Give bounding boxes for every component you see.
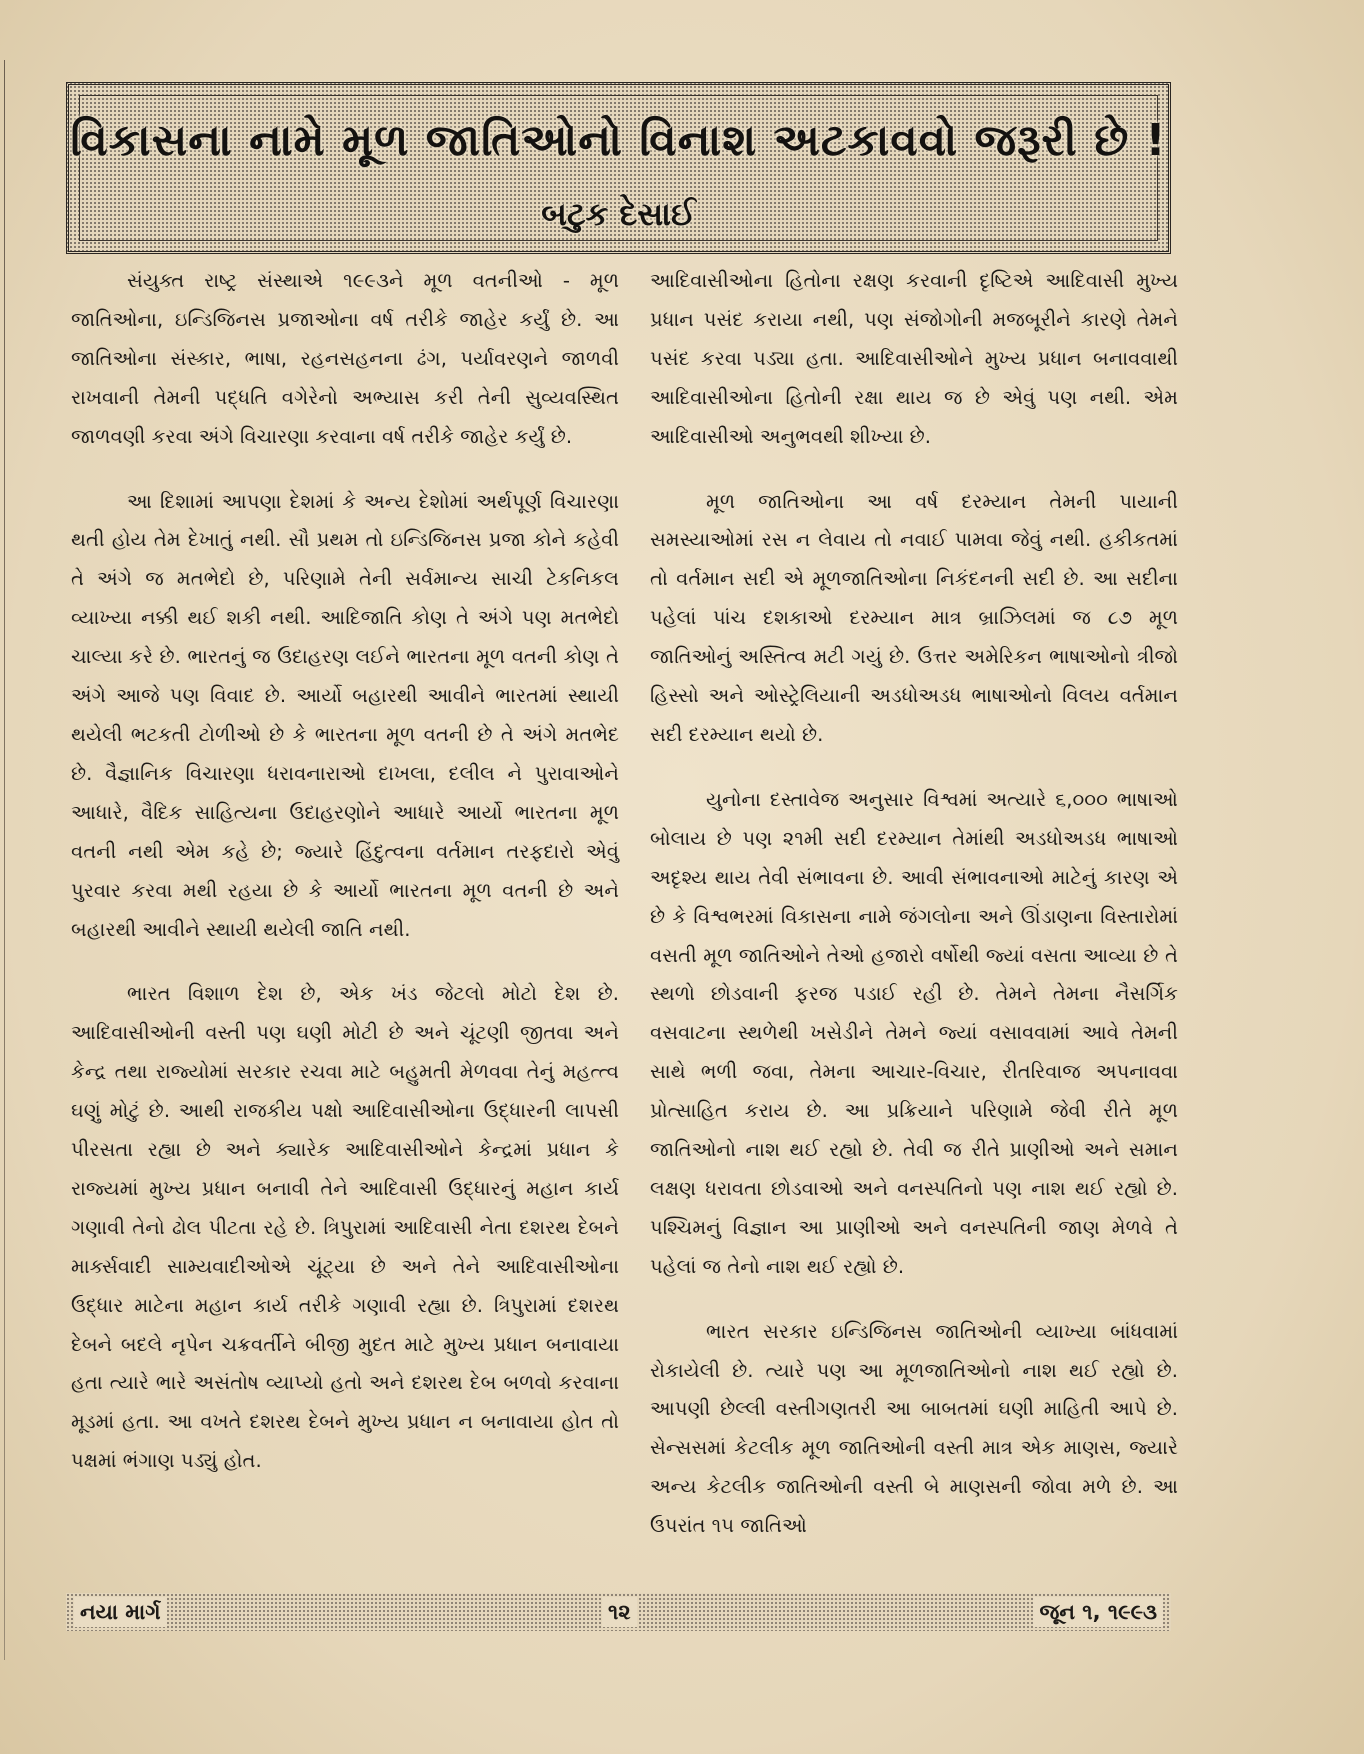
page-edge-line [4, 60, 5, 1660]
left-column [71, 262, 619, 1507]
paragraph: ભારત વિશાળ દેશ છે, એક ખંડ જેટલો મોટો દેશ છે. આદિવાસીઓની વસ્તી પણ ઘણી મોટી છે અને ચૂંટણી જીતવા અને કેન્દ્ર તથા રાજ્યોમાં સરકાર રચવા માટે બહુમતી મેળવવા તેનું મહત્ત્વ ઘણું મોટું છે. આથી રાજકીય પક્ષો આદિવાસીઓના ઉદ્ધારની લાપસી પીરસતા રહ્યા છે અને ક્યારેક આદિવાસીઓને કેન્દ્રમાં પ્રધાન કે રાજ્યમાં મુખ્ય પ્રધાન બનાવી તેને આદિવાસી ઉદ્ધારનું મહાન કાર્ય ગણાવી તેનો ઢોલ પીટતા રહે છે. ત્રિપુરામાં આદિવાસી નેતા દશરથ દેબને માર્ક્સવાદી સામ્યવાદીઓએ ચૂંટ્યા છે અને તેને આદિવાસીઓના ઉદ્ધાર માટેના મહાન કાર્ય તરીકે ગણાવી રહ્યા છે. ત્રિપુરામાં દશરથ દેબને બદલે નૃપેન ચક્રવર્તીને બીજી મુદત માટે મુખ્ય પ્રધાન બનાવાયા હતા ત્યારે ભારે અસંતોષ વ્યાપ્યો હતો અને દશરથ દેબ બળવો કરવાના મૂડમાં હતા. આ વખતે દશરથ દેબને મુખ્ય પ્રધાન ન બનાવાયા હોત તો પક્ષમાં ભંગાણ પડ્યું હોત. [71, 982, 619, 1473]
paragraph: યુનોના દસ્તાવેજ અનુસાર વિશ્વમાં અત્યારે ૬,૦૦૦ ભાષાઓ બોલાય છે પણ ૨૧મી સદી દરમ્યાન તેમાંથી અડધોઅડધ ભાષાઓ અદૃશ્ય થાય તેવી સંભાવના છે. આવી સંભાવનાઓ માટેનું કારણ એ છે કે વિશ્વભરમાં વિકાસના નામે જંગલોના અને ઊંડાણના વિસ્તારોમાં વસતી મૂળ જાતિઓને તેઓ હજારો વર્ષોથી જ્યાં વસતા આવ્યા છે તે સ્થળો છોડવાની ફરજ પડાઈ રહી છે. તેમને તેમના નૈસર્ગિક વસવાટના સ્થળેથી ખસેડીને તેમને જ્યાં વસાવવામાં આવે તેમની સાથે ભળી જવા, તેમના આચાર-વિચાર, રીતરિવાજ અપનાવવા પ્રોત્સાહિત કરાય છે. આ પ્રક્રિયાને પરિણામે જેવી રીતે મૂળ જાતિઓનો નાશ થઈ રહ્યો છે. તેવી જ રીતે પ્રાણીઓ અને સમાન લક્ષણ ધરાવતા છોડવાઓ અને વનસ્પતિનો પણ નાશ થઈ રહ્યો છે. પશ્ચિમનું વિજ્ઞાન આ પ્રાણીઓ અને વનસ્પતિની જાણ મેળવે તે પહેલાં જ તેનો નાશ થઈ રહ્યો છે. [650, 787, 1178, 1278]
footer-date: જૂન ૧, ૧૯૯૩ [1033, 1597, 1163, 1627]
article-author: બટુક દેસાઈ [541, 195, 696, 233]
paragraph: ભારત સરકાર ઇન્ડિજિનસ જાતિઓની વ્યાખ્યા બાંધવામાં રોકાયેલી છે. ત્યારે પણ આ મૂળજાતિઓનો નાશ થઈ રહ્યો છે. આપણી છેલ્લી વસ્તીગણતરી આ બાબતમાં ઘણી માહિતી આપે છે. સેન્સસમાં કેટલીક મૂળ જાતિઓની વસ્તી માત્ર એક માણસ, જ્યારે અન્ય કેટલીક જાતિઓની વસ્તી બે માણસની જોવા મળે છે. આ ઉપરાંત ૧૫ જાતિઓ [650, 1319, 1178, 1538]
footer-page-number: ૧૨ [602, 1597, 637, 1627]
right-column [650, 262, 1178, 1572]
paragraph: આદિવાસીઓના હિતોના રક્ષણ કરવાની દૃષ્ટિએ આદિવાસી મુખ્ય પ્રધાન પસંદ કરાયા નથી, પણ સંજોગોની મજબૂરીને કારણે તેમને પસંદ કરવા પડ્યા હતા. આદિવાસીઓને મુખ્ય પ્રધાન બનાવવાથી આદિવાસીઓના હિતોની રક્ષા થાય જ છે એવું પણ નથી. એમ આદિવાસીઓ અનુભવથી શીખ્યા છે. [650, 269, 1178, 448]
paragraph: મૂળ જાતિઓના આ વર્ષ દરમ્યાન તેમની પાયાની સમસ્યાઓમાં રસ ન લેવાય તો નવાઈ પામવા જેવું નથી. હકીકતમાં તો વર્તમાન સદી એ મૂળજાતિઓના નિકંદનની સદી છે. આ સદીના પહેલાં પાંચ દશકાઓ દરમ્યાન માત્ર બ્રાઝિલમાં જ ૮૭ મૂળ જાતિઓનું અસ્તિત્વ મટી ગયું છે. ઉત્તર અમેરિકન ભાષાઓનો ત્રીજો હિસ્સો અને ઓસ્ટ્રેલિયાની અડધોઅડધ ભાષાઓનો વિલય વર્તમાન સદી દરમ્યાન થયો છે. [650, 489, 1178, 746]
title-box [66, 82, 1171, 254]
page-footer [66, 1593, 1171, 1631]
paragraph: આ દિશામાં આપણા દેશમાં કે અન્ય દેશોમાં અર્થપૂર્ણ વિચારણા થતી હોય તેમ દેખાતું નથી. સૌ પ્રથમ તો ઇન્ડિજિનસ પ્રજા કોને કહેવી તે અંગે જ મતભેદો છે, પરિણામે તેની સર્વમાન્ય સાચી ટેકનિકલ વ્યાખ્યા નક્કી થઈ શકી નથી. આદિજાતિ કોણ તે અંગે પણ મતભેદો ચાલ્યા કરે છે. ભારતનું જ ઉદાહરણ લઈને ભારતના મૂળ વતની કોણ તે અંગે આજે પણ વિવાદ છે. આર્યો બહારથી આવીને ભારતમાં સ્થાયી થયેલી ભટકતી ટોળીઓ છે કે ભારતના મૂળ વતની છે તે અંગે મતભેદ છે. વૈજ્ઞાનિક વિચારણા ધરાવનારાઓ દાખલા, દલીલ ને પુરાવાઓને આધારે, વૈદિક સાહિત્યના ઉદાહરણોને આધારે આર્યો ભારતના મૂળ વતની નથી એમ કહે છે; જ્યારે હિંદુત્વના વર્તમાન તરફદારો એવું પુરવાર કરવા મથી રહયા છે કે આર્યો ભારતના મૂળ વતની છે અને બહારથી આવીને સ્થાયી થયેલી જાતિ નથી. [71, 489, 619, 941]
footer-magazine-name: નયા માર્ગ [74, 1597, 167, 1627]
article-headline: વિકાસના નામે મૂળ જાતિઓનો વિનાશ અટકાવવો જરૂરી છે ! [70, 115, 1167, 166]
paragraph: સંયુક્ત રાષ્ટ્ર સંસ્થાએ ૧૯૯૩ને મૂળ વતનીઓ - મૂળ જાતિઓના, ઇન્ડિજિનસ પ્રજાઓના વર્ષ તરીકે જાહેર કર્યું છે. આ જાતિઓના સંસ્કાર, ભાષા, રહનસહનના ઢંગ, પર્યાવરણને જાળવી રાખવાની તેમની પદ્ધતિ વગેરેનો અભ્યાસ કરી તેની સુવ્યવસ્થિત જાળવણી કરવા અંગે વિચારણા કરવાના વર્ષ તરીકે જાહેર કર્યું છે. [71, 269, 619, 448]
